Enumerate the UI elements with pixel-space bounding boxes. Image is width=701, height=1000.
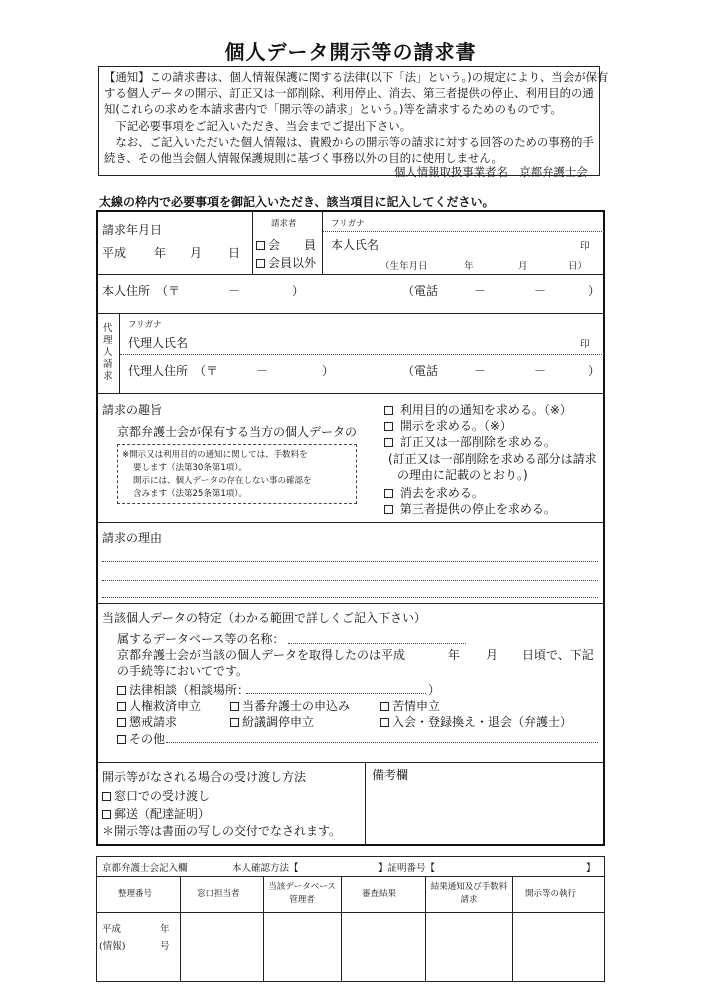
purpose-label: 請求の趣旨	[102, 403, 163, 417]
checkbox-icon	[117, 686, 126, 695]
request-date-label: 請求年月日	[102, 223, 163, 237]
agent-postal-dash: －	[256, 364, 269, 378]
db-name-label: 属するデータベース等の名称：	[117, 632, 285, 646]
checkbox-icon	[380, 702, 389, 711]
request-date-era: 平成	[102, 246, 127, 260]
item-label: 懲戒請求	[129, 715, 178, 729]
db-name-input-line[interactable]	[288, 643, 466, 644]
checkbox-icon	[384, 438, 393, 447]
row-divider	[97, 313, 604, 314]
postal-dash: －	[228, 284, 241, 298]
office-use-table	[96, 856, 605, 982]
acquire-year: 年	[448, 648, 461, 662]
legal-consult-checkbox[interactable]	[117, 681, 249, 698]
checkbox-icon	[384, 422, 393, 431]
row-divider	[97, 274, 604, 275]
request-date-month: 月	[190, 246, 203, 260]
row-info: (情報)	[99, 941, 126, 952]
checkbox-icon	[230, 718, 239, 727]
disciplinary-checkbox[interactable]	[117, 713, 177, 730]
furigana-label: フリガナ	[331, 219, 365, 229]
agent-phone-dash: －	[474, 364, 487, 378]
delivery-label: 開示等がなされる場合の受け渡し方法	[102, 770, 307, 784]
notice-line: 続き、その他当会個人情報保護規則に基づく事務以外の目的に使用しません。	[104, 151, 503, 165]
checkbox-icon	[256, 241, 265, 250]
option-stop-third-party[interactable]	[384, 500, 556, 517]
notice-line: 【通知】この請求書は、個人情報保護に関する法律(以下「法」という。)の規定により、当会が保有	[104, 70, 609, 84]
cert-close: 】	[586, 863, 596, 874]
option-label: 開示を求める。（※）	[399, 419, 512, 433]
row-number: 号	[160, 941, 170, 952]
member-label: 会 員	[268, 238, 317, 252]
form-frame	[96, 210, 605, 846]
checkbox-icon	[117, 702, 126, 711]
reason-input-line[interactable]	[102, 597, 598, 598]
birth-month: 月	[518, 261, 528, 272]
option-label: 第三者提供の停止を求める。	[399, 502, 556, 516]
agent-vertical-char: 代	[103, 323, 113, 334]
checkbox-icon	[384, 505, 393, 514]
human-rights-checkbox[interactable]	[117, 697, 201, 714]
row-year: 年	[160, 924, 170, 935]
office-header: 結果通知及び手数料請求	[430, 882, 508, 905]
item-label: 人権救済申立	[129, 699, 202, 713]
col-divider	[322, 212, 323, 274]
member-checkbox[interactable]	[256, 236, 316, 253]
delivery-note: ＊開示等は書面の写しの交付でなされます。	[102, 824, 342, 838]
col-divider	[252, 212, 253, 274]
fee-note-line: 含みます（法第25条第1項）。	[133, 489, 247, 499]
acquire-day: 日頃で、下記	[522, 648, 594, 662]
office-header: 開示等の執行	[525, 889, 577, 899]
notice-signature: 個人情報取扱事業者名 京都弁護士会	[394, 165, 588, 179]
item-label: 苦情申立	[392, 699, 441, 713]
fee-note-line: 要します（法第30条第1項）。	[133, 463, 247, 473]
agent-name-label: 代理人氏名	[128, 336, 189, 350]
checkbox-icon	[256, 259, 265, 268]
col-divider	[119, 314, 120, 393]
agent-divider	[120, 354, 604, 355]
delivery-mail-checkbox[interactable]	[102, 805, 210, 822]
agent-address-close: ）	[322, 364, 335, 378]
item-label: 入会・登録換え・退会（弁護士）	[392, 715, 573, 729]
office-header: 整理番号	[118, 889, 153, 899]
office-col-divider	[425, 876, 426, 982]
fee-note-line: ※開示又は利用目的の通知に関しては、手数料を	[122, 450, 308, 460]
office-label: 京都弁護士会記入欄	[102, 863, 188, 874]
row-divider	[97, 603, 604, 604]
requester-label: 請求者	[271, 219, 297, 229]
reason-input-line[interactable]	[102, 580, 598, 581]
checkbox-icon	[117, 718, 126, 727]
consult-place-input-line[interactable]	[246, 693, 426, 694]
acquire-text-2: の手続等においてです。	[117, 664, 249, 678]
notice-line: なお、ご記入いただいた個人情報は、貴殿からの開示等の請求に対する回答のための事務的手	[104, 135, 594, 149]
delivery-counter-checkbox[interactable]	[102, 787, 210, 804]
option-notify-purpose[interactable]	[384, 401, 572, 418]
office-header: 窓口担当者	[197, 889, 240, 899]
notice-line: 下記必要事項をご記入いただき、当会までご提出下さい。	[104, 119, 412, 133]
option-disclose[interactable]	[384, 417, 512, 434]
row-era: 平成	[102, 924, 122, 935]
agent-vertical-char: 人	[103, 347, 113, 358]
complaint-checkbox[interactable]	[380, 697, 440, 714]
agent-phone-close: ）	[588, 364, 601, 378]
requester-address-label: 本人住所 （〒	[102, 284, 181, 298]
checkbox-icon	[230, 702, 239, 711]
checkbox-icon	[102, 810, 111, 819]
requester-name-label: 本人氏名	[331, 238, 380, 252]
office-divider	[96, 912, 605, 913]
row-divider	[97, 522, 604, 523]
seal-mark: 印	[580, 241, 590, 252]
other-checkbox[interactable]	[117, 730, 165, 747]
phone-dash: －	[474, 284, 487, 298]
office-col-divider	[180, 876, 181, 982]
checkbox-icon	[384, 489, 393, 498]
checkbox-icon	[117, 735, 126, 744]
page-title: 個人データ開示等の請求書	[224, 40, 477, 64]
birth-day: 日）	[568, 261, 588, 272]
checkbox-icon	[380, 718, 389, 727]
row-divider	[97, 762, 604, 763]
birth-label: （生年月日	[380, 261, 428, 272]
office-header: 審査結果	[362, 889, 397, 899]
option-label: 訂正又は一部削除を求める。	[399, 435, 556, 449]
reason-label: 請求の理由	[102, 531, 163, 545]
purpose-text: 京都弁護士会が保有する当方の個人データの	[117, 425, 358, 439]
fee-note-line: 開示には、個人データの存在しない事の確認を	[133, 476, 312, 486]
agent-vertical-char: 請	[103, 359, 113, 370]
phone-label: （電話	[402, 284, 439, 298]
delivery-option-label: 窓口での受け渡し	[114, 789, 211, 803]
agent-address-label: 代理人住所 （〒	[128, 364, 219, 378]
option-correct[interactable]	[384, 433, 556, 450]
item-label: 紛議調停申立	[242, 715, 315, 729]
office-col-divider	[263, 876, 264, 982]
office-col-divider	[512, 876, 513, 982]
checkbox-icon	[102, 792, 111, 801]
agent-phone-label: （電話	[402, 364, 439, 378]
checkbox-icon	[384, 406, 393, 415]
instruction-text: 太線の枠内で必要事項を御記入いただき、該当項目に記入してください。	[99, 195, 495, 209]
phone-close: ）	[588, 284, 601, 298]
agent-vertical-char: 理	[103, 335, 113, 346]
agent-phone-dash: －	[534, 364, 547, 378]
duty-lawyer-checkbox[interactable]	[230, 697, 350, 714]
agent-furigana-label: フリガナ	[128, 320, 162, 330]
acquire-text: 京都弁護士会が当該の個人データを取得したのは平成	[117, 648, 406, 662]
notice-line: する個人データの開示、訂正又は一部削除、利用停止、消去、第三者提供の停止、利用目的の通	[104, 86, 594, 100]
registration-checkbox[interactable]	[380, 713, 572, 730]
correction-note-line: の理由に記載のとおり。)	[397, 468, 528, 482]
identification-label: 当該個人データの特定（わかる範囲で詳しくご記入下さい）	[102, 611, 427, 625]
other-label: その他	[129, 732, 166, 746]
non-member-checkbox[interactable]	[256, 254, 316, 271]
option-label: 利用目的の通知を求める。（※）	[399, 403, 572, 417]
row-divider	[97, 393, 604, 394]
col-divider	[365, 763, 366, 845]
remarks-label: 備考欄	[372, 768, 409, 782]
reason-input-line[interactable]	[102, 561, 598, 562]
non-member-label: 会員以外	[268, 256, 317, 270]
office-col-divider	[341, 876, 342, 982]
id-method-label: 本人確認方法【	[232, 863, 299, 874]
delivery-option-label: 郵送（配達証明）	[114, 807, 211, 821]
mediation-checkbox[interactable]	[230, 713, 314, 730]
item-label: 当番弁護士の申込み	[242, 699, 351, 713]
request-date-day: 日	[228, 246, 241, 260]
cert-number-label: 】証明番号【	[378, 863, 436, 874]
phone-dash: －	[534, 284, 547, 298]
correction-note-line: (訂正又は一部削除を求める部分は請求	[388, 452, 597, 466]
legal-consult-label: 法律相談（相談場所：	[129, 683, 250, 697]
option-label: 消去を求める。	[399, 486, 484, 500]
furigana-divider	[323, 231, 604, 232]
birth-year: 年	[464, 261, 474, 272]
agent-seal-mark: 印	[580, 339, 590, 350]
office-divider	[96, 876, 605, 877]
office-header: 当該データベース管理者	[268, 882, 336, 905]
request-date-year: 年	[154, 246, 167, 260]
other-input-line[interactable]	[166, 742, 598, 743]
option-erase[interactable]	[384, 484, 484, 501]
notice-line: 知(これらの求めを本請求書内で「開示等の請求」という。)等を請求するためのものです。	[104, 102, 562, 116]
legal-consult-close: ）	[428, 683, 441, 697]
agent-vertical-char: 求	[103, 371, 113, 382]
acquire-month: 月	[486, 648, 499, 662]
address-close: ）	[292, 284, 305, 298]
